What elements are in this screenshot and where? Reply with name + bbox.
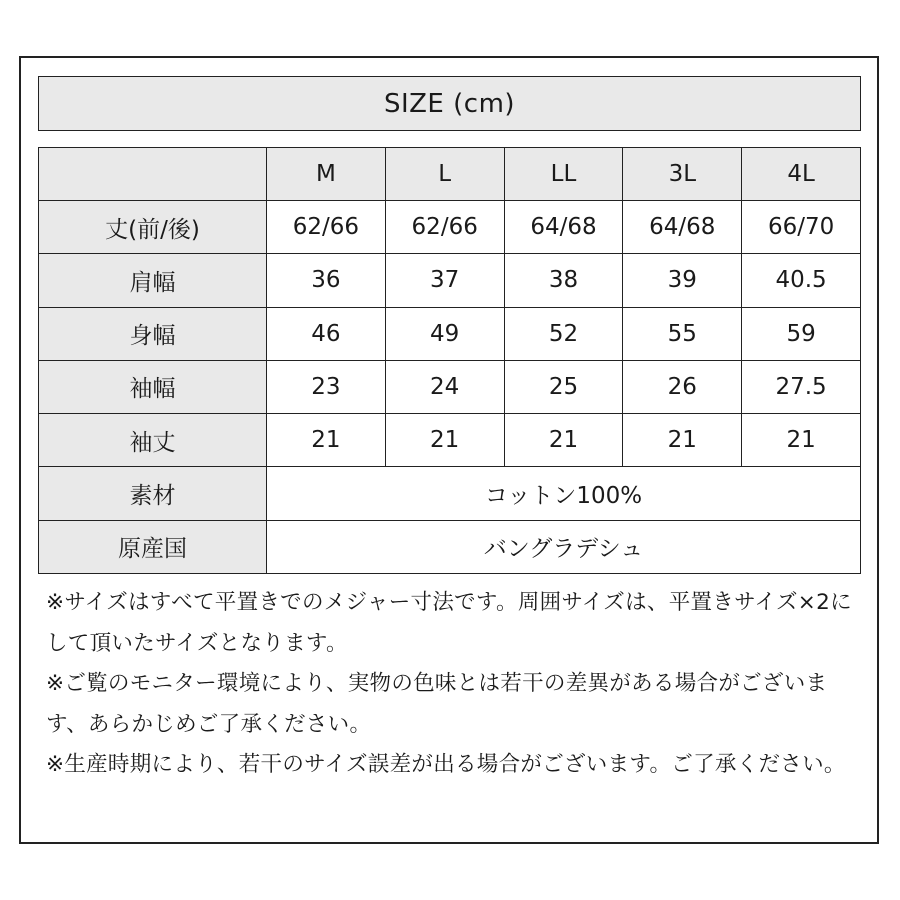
table-cell: 21 — [623, 414, 742, 467]
row-label: 身幅 — [39, 307, 267, 360]
material-label: 素材 — [39, 467, 267, 520]
table-cell: 38 — [504, 254, 623, 307]
table-cell: 55 — [623, 307, 742, 360]
size-header-3l: 3L — [623, 148, 742, 201]
table-cell: 40.5 — [742, 254, 861, 307]
material-value: コットン100% — [267, 467, 861, 520]
note-production: ※生産時期により、若干のサイズ誤差が出る場合がございます。ご了承ください。 — [46, 752, 846, 777]
table-cell: 39 — [623, 254, 742, 307]
table-cell: 59 — [742, 307, 861, 360]
table-cell: 27.5 — [742, 360, 861, 413]
table-cell: 21 — [385, 414, 504, 467]
table-cell: 62/66 — [385, 201, 504, 254]
size-header-m: M — [267, 148, 386, 201]
size-notes — [46, 583, 861, 786]
size-header-l: L — [385, 148, 504, 201]
size-table — [38, 147, 861, 574]
header-corner-cell — [39, 148, 267, 201]
table-cell: 64/68 — [623, 201, 742, 254]
table-cell: 66/70 — [742, 201, 861, 254]
note-color: ※ご覧のモニター環境により、実物の色味とは若干の差異がある場合がございます、あらかじめご了承ください。 — [46, 671, 828, 737]
size-header-ll: LL — [504, 148, 623, 201]
row-label: 丈(前/後) — [39, 201, 267, 254]
origin-value: バングラデシュ — [267, 520, 861, 573]
table-cell: 23 — [267, 360, 386, 413]
table-cell: 64/68 — [504, 201, 623, 254]
table-cell: 52 — [504, 307, 623, 360]
row-label: 肩幅 — [39, 254, 267, 307]
table-cell: 62/66 — [267, 201, 386, 254]
table-row — [39, 254, 861, 307]
table-row — [39, 307, 861, 360]
table-cell: 26 — [623, 360, 742, 413]
size-chart-title: SIZE (cm) — [38, 76, 861, 131]
row-label: 袖幅 — [39, 360, 267, 413]
table-row — [39, 414, 861, 467]
table-cell: 21 — [267, 414, 386, 467]
origin-label: 原産国 — [39, 520, 267, 573]
table-row — [39, 201, 861, 254]
table-row — [39, 360, 861, 413]
table-cell: 36 — [267, 254, 386, 307]
row-label: 袖丈 — [39, 414, 267, 467]
table-cell: 21 — [504, 414, 623, 467]
table-cell: 24 — [385, 360, 504, 413]
size-header-row — [39, 148, 861, 201]
table-cell: 37 — [385, 254, 504, 307]
origin-row — [39, 520, 861, 573]
table-cell: 46 — [267, 307, 386, 360]
table-cell: 21 — [742, 414, 861, 467]
material-row — [39, 467, 861, 520]
size-header-4l: 4L — [742, 148, 861, 201]
table-cell: 49 — [385, 307, 504, 360]
table-cell: 25 — [504, 360, 623, 413]
note-measurement: ※サイズはすべて平置きでのメジャー寸法です。周囲サイズは、平置きサイズ×2にして頂いたサイズとなります。 — [46, 590, 852, 656]
